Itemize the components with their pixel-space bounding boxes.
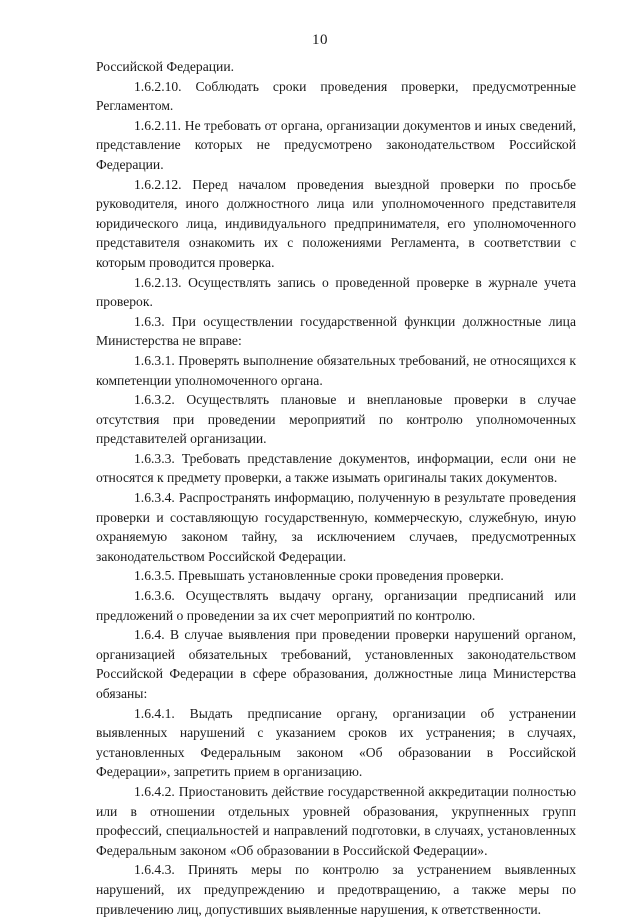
paragraph-1-6-2-11: 1.6.2.11. Не требовать от органа, организации документов и иных сведений, представление которых не предусмотрено законодательством Российской Федерации. (96, 117, 576, 172)
paragraph-1-6-3-3: 1.6.3.3. Требовать представление документов, информации, если они не относятся к предмету проверки, а также изымать оригиналы таких документов. (96, 450, 576, 486)
paragraph-1-6-3: 1.6.3. При осуществлении государственной функции должностные лица Министерства не вправе: (96, 313, 576, 349)
paragraph-1-6-4-2: 1.6.4.2. Приостановить действие государственной аккредитации полностью или в отношении отдельных уровней образования, укрупненных групп профессий, специальностей и направлений подготовки, в случаях, установленных Федеральным законом «Об образовании в Российской Федерации». (96, 783, 576, 858)
paragraph-1-6-4: 1.6.4. В случае выявления при проведении проверки нарушений органом, организацией обязательных требований, установленных законодательством Российской Федерации в сфере образования, должностные лица Министерства обязаны: (96, 627, 576, 701)
paragraph-1-6-2-13: 1.6.2.13. Осуществлять запись о проведенной проверке в журнале учета проверок. (96, 274, 576, 310)
page-number: 10 (312, 32, 328, 48)
paragraph-1-6-4-3: 1.6.4.3. Принять меры по контролю за устранением выявленных нарушений, их предупреждению и предотвращению, а также меры по привлечению лиц, допустивших выявленные нарушения, к ответственности. (96, 862, 576, 917)
paragraph-1-6-3-1: 1.6.3.1. Проверять выполнение обязательных требований, не относящихся к компетенции уполномоченного органа. (96, 352, 576, 388)
paragraph-1-6-3-6: 1.6.3.6. Осуществлять выдачу органу, организации предписаний или предложений о проведении за их счет мероприятий по контролю. (96, 588, 576, 623)
paragraph-1-6-4-1: 1.6.4.1. Выдать предписание органу, организации об устранении выявленных нарушений с указанием сроков их устранения; в случаях, установленных Федеральным законом «Об образовании в Российской Федерации», запретить прием в организацию. (96, 705, 576, 780)
paragraph-1-6-3-5: 1.6.3.5. Превышать установленные сроки проведения проверки. (134, 568, 504, 584)
paragraph-1-6-2-12: 1.6.2.12. Перед началом проведения выездной проверки по просьбе руководителя, иного должностного лица или уполномоченного представителя юридического лица, индивидуального предпринимателя, его уполномоченного представителя ознакомить их с положениями Регламента, в соответствии с которым проводится проверка. (96, 176, 576, 270)
paragraph-continuation: Российской Федерации. (96, 59, 234, 74)
paragraph-1-6-3-2: 1.6.3.2. Осуществлять плановые и внеплановые проверки в случае отсутствия при проведении мероприятий по контролю уполномоченных представителей организации. (96, 392, 576, 447)
paragraph-1-6-3-4: 1.6.3.4. Распространять информацию, полученную в результате проведения проверки и составляющую государственную, коммерческую, служебную, иную охраняемую законом тайну, за исключением случаев, предусмотренных законодательством Российской Федерации. (96, 490, 576, 564)
document-body (96, 57, 576, 919)
paragraph-1-6-2-10: 1.6.2.10. Соблюдать сроки проведения проверки, предусмотренные Регламентом. (96, 78, 576, 114)
